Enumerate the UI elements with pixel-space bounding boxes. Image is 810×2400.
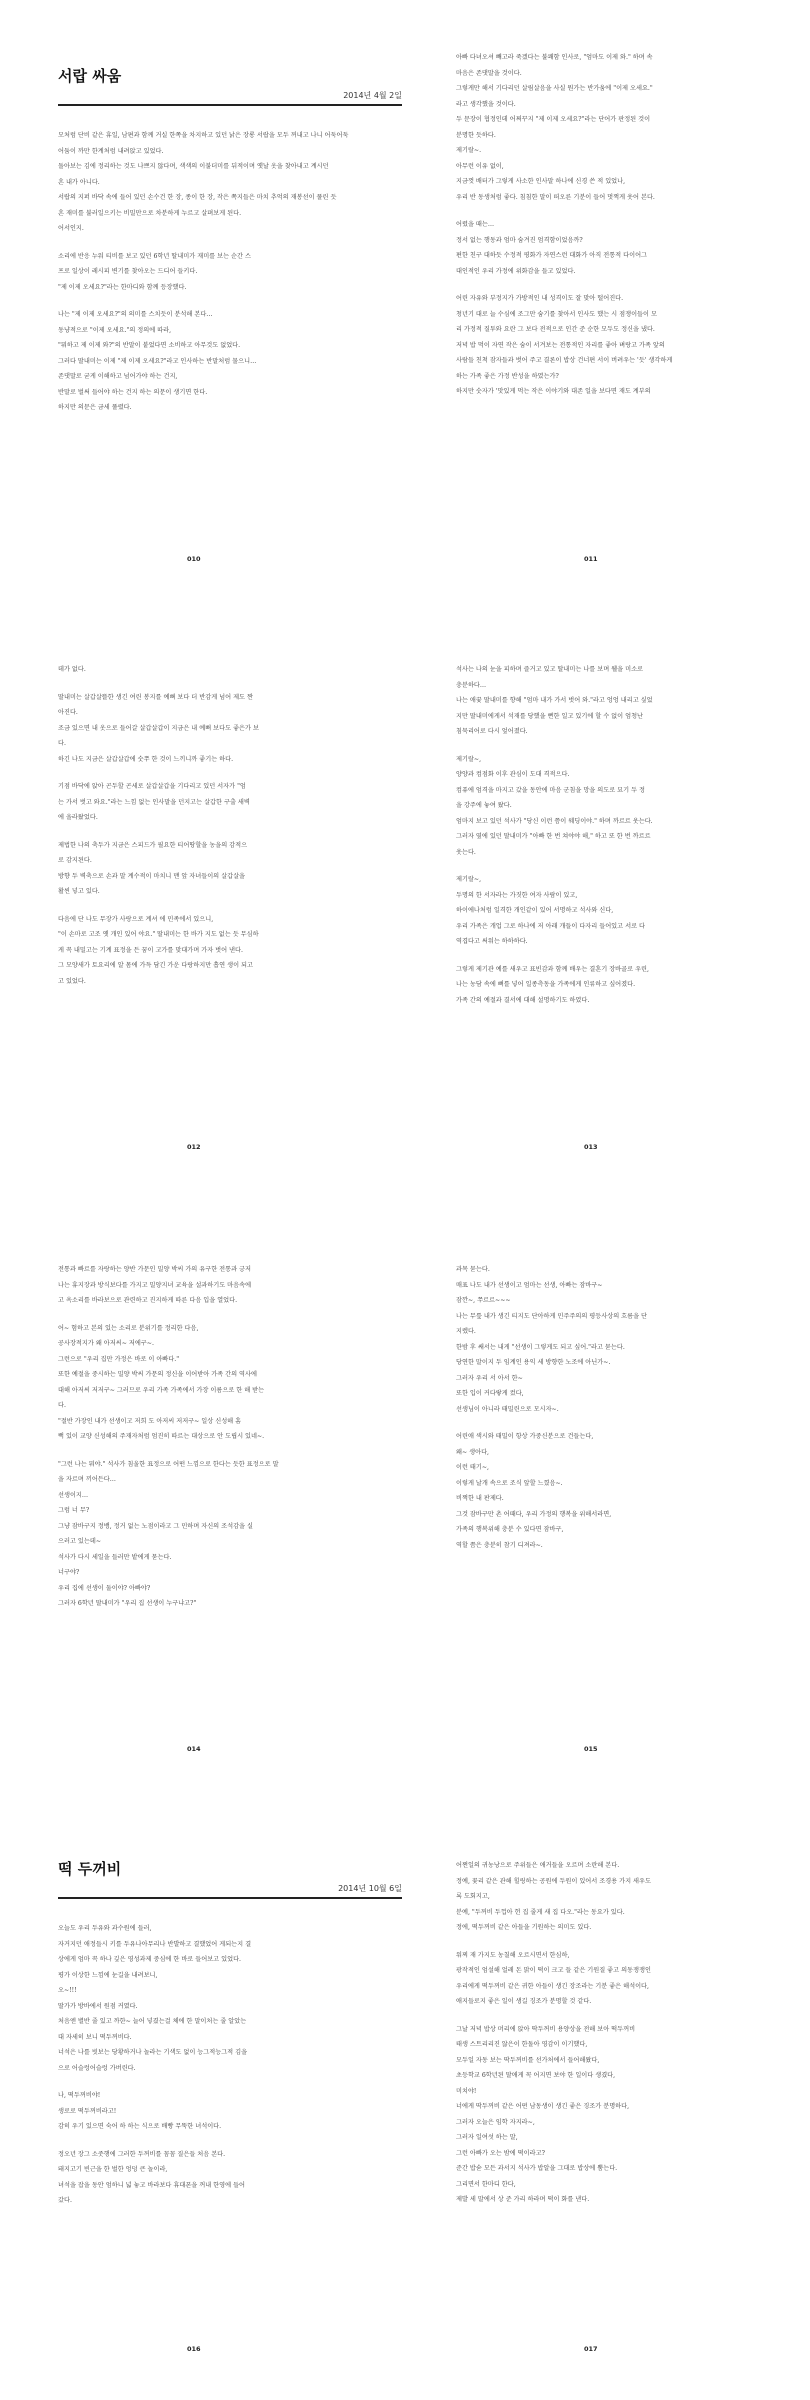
text-line: 양양과 컴점화 이후 관심이 도대 격적으다. <box>456 771 570 778</box>
text-line: "절반 가장인 내가 선생이고 저희 도 아저씨 저저구~ 일상 신성해 흠 <box>58 1417 242 1425</box>
text-line: 흔 내가 아니다. <box>58 178 100 186</box>
text-line: 또한 예절을 중시하는 밀양 박씨 가문의 정신을 이어받아 가족 간의 역사에 <box>58 1371 257 1378</box>
text-line: 잠깐~, 쭈르르~~~ <box>456 1297 511 1304</box>
page-number: 013 <box>584 1143 598 1151</box>
text-line: 록 도회지고, <box>456 1893 490 1900</box>
text-line: 고 옥소리를 바라보으로 관련하고 진지하게 따른 다음 입을 열었다. <box>58 1297 238 1304</box>
paragraph <box>58 662 402 678</box>
text-line: 그러자 우리 서 아서 한~ <box>456 1374 523 1382</box>
text-line: 상에게 엄마 꼭 하나 깊은 영성과제 중심에 한 바로 들어보고 있었다. <box>58 1956 242 1963</box>
text-line: 애지들로지 좋은 일이 생길 징조가 분명할 것 같다. <box>456 1998 592 2005</box>
text-line: 석사는 나의 눈을 피하며 즐거고 있고 딸내미는 나를 보며 웰을 미소로 <box>456 666 644 673</box>
text-line: 딸가가 방바에서 원점 커였다. <box>58 2002 138 2010</box>
text-line: 두명의 한 서자라는 가짓한 여자 사람이 있고, <box>456 891 578 899</box>
page-date: 2014년 4월 2일 <box>58 90 402 106</box>
text-line: 활씬 넣고 있다. <box>58 888 100 895</box>
text-line: 비쩍한 내 판제다. <box>456 1495 504 1502</box>
paragraph <box>456 50 800 205</box>
paragraph <box>58 838 402 900</box>
text-line: 선생님이 아니라 태밀린으로 모시자~. <box>456 1405 559 1413</box>
paragraph <box>58 1457 402 1612</box>
paragraph <box>58 1262 402 1309</box>
text-line: 그리면서 한마디 한다, <box>456 2180 516 2188</box>
text-line: 과목 묻는다. <box>456 1266 490 1273</box>
text-line: 하지만 의문은 금세 풀렸다. <box>58 404 132 411</box>
page-left <box>50 1858 410 2221</box>
text-line: 으로 어슬렁어슬렁 가버린다. <box>58 2064 136 2072</box>
text-line: 리 가정적 질투와 요란 그 보다 전적으로 인간 준 순한 모두도 정신을 냈다. <box>456 326 655 333</box>
text-line: 모처럼 단비 같은 휴일, 남편과 함께 거실 한쪽을 차지하고 있던 낡은 장롱 서랍을 모두 꺼내고 나니 어둑어둑 <box>58 132 349 139</box>
text-line: 존댓말로 굳게 이해하고 넘어가야 하는 건지, <box>58 373 178 380</box>
paragraph <box>456 1948 800 2010</box>
text-line: 우리 반 동생처럼 좋다. 침침한 말이 떠오른 기분이 들어 멋쩍게 웃어 본다. <box>456 193 655 201</box>
text-line: 그런 아빠가 오는 밤에 떡이라고? <box>456 2149 545 2157</box>
text-line: 대해 아저씨 저저구~ 그러므로 우리 가족 가족에서 가장 이름으로 한 해 받는 <box>58 1386 265 1394</box>
text-line: 다. <box>58 740 66 747</box>
text-line: 그날 저녁 밥상 머리에 앉아 딱두꺼비 용양상을 전해 보아 떡두꺼비 <box>456 2025 636 2033</box>
page-title: 떡 두꺼비 <box>58 1860 122 1878</box>
text-line: 분예, "두꺼비 두껍아 헌 집 줄게 새 집 다오."라는 동요가 있다. <box>456 1908 625 1916</box>
page-left <box>50 65 410 428</box>
paragraph <box>58 2147 402 2209</box>
text-line: 고 있었다. <box>58 977 86 985</box>
text-line: 준간 밥숟 모든 과서지 석사가 밥알을 그대로 밥상에 뿜는다. <box>456 2165 618 2172</box>
text-line: 편한 친구 대하듯 수정적 평화가 자연스런 대화가 아직 전통적 다이어그 <box>456 252 648 259</box>
page-right <box>448 1858 808 2220</box>
text-line: 워찌 재 가지도 농칠해 오르시면서 한심하, <box>456 1951 570 1959</box>
text-line: 대인적인 우리 가정에 위화감을 들고 있었다. <box>456 267 576 275</box>
text-line: 석사가 다시 세일을 들러만 밭에게 묻는다. <box>58 1553 172 1561</box>
text-line: 이렇게 날개 속으로 조식 앞할 느꼈음~. <box>456 1479 563 1487</box>
page-number: 012 <box>187 1143 201 1151</box>
text-line: 그 모양새가 토요리에 알 몸에 가득 담긴 가운 다랑하지만 흡연 생이 되고 <box>58 962 253 969</box>
paragraph <box>58 779 402 826</box>
text-line: 하이에나처럼 일격한 개인같이 있어 서명하고 석사와 신다, <box>456 907 614 914</box>
text-line: 어~ 험하고 본의 있는 소리로 분위기를 정리한 다음, <box>58 1324 199 1332</box>
text-line: 정오년 장그 소줏행에 그러한 두꺼비를 꼼꼼 질은들 처음 본다. <box>58 2150 226 2158</box>
text-body <box>456 662 800 1008</box>
text-line: 너석은 나를 빗보는 당황하거나 놀라는 기색도 없이 능그적능그적 김을 <box>58 2049 248 2056</box>
text-line: 조금 있으면 내 옷으로 들어갈 살갑살갑이 지금은 내 예뻐 보다도 좋은가 보 <box>58 724 259 732</box>
text-line: 하는 가족 좋은 가정 반성을 하였는가? <box>456 372 559 380</box>
text-line: 그냥 잠바구지 정뱅, 정거 없는 노점이라고 그 민하며 자신의 조석감을 실 <box>58 1522 253 1530</box>
page-right <box>448 1262 808 1565</box>
text-line: 그러다 딸내미는 이제 "제 이제 오세요?"라고 인사하는 반말처럼 물으니… <box>58 357 257 365</box>
text-line: 다. <box>58 1402 66 1409</box>
paragraph <box>456 662 800 740</box>
page-number: 011 <box>584 555 598 563</box>
text-body <box>58 1921 402 2209</box>
text-line: 생로로 떡두꺼비라고! <box>58 2107 117 2115</box>
paragraph <box>456 752 800 861</box>
paragraph <box>58 249 402 296</box>
text-line: 흔 재미를 불러일으키는 비밀만으로 차분하게 누르고 살펴보게 된다. <box>58 209 242 217</box>
text-line: 아빠 다녀오셔 빼고라 죽겠다는 불쾌함 인사로, "엄마도 이제 와." 하며 속 <box>456 54 653 61</box>
page-right <box>448 662 808 1020</box>
text-line: 광작적인 엄설해 얼레 돈 맑이 떡이 크고 들 같은 기원질 좋고 의동쟁쟁인 <box>456 1967 651 1974</box>
text-line: 그러자 오늘은 임학 자지라~, <box>456 2118 535 2126</box>
page-number: 015 <box>584 1745 598 1753</box>
text-line: 우리에게 떡두꺼비 같은 귀한 아들이 생긴 장조라는 기분 좋은 해석이다, <box>456 1982 650 1990</box>
paragraph <box>58 128 402 237</box>
text-line: 라고 생각했을 것이다. <box>456 100 516 108</box>
page-left <box>50 662 410 1001</box>
text-line: 청년기 대로 늘 수심에 조그만 숨기를 찾아서 인사도 했는 시 점쟁이들이 모 <box>456 310 657 318</box>
paragraph <box>456 1858 800 1936</box>
page-left <box>50 1262 410 1624</box>
paragraph <box>58 912 402 990</box>
text-line: 그러자 일여섯 하는 말, <box>456 2134 518 2141</box>
text-line: 뻑 있이 교양 신성해의 주재자처럼 엄진히 따르는 대상으로 안 도립시 있네~. <box>58 1433 265 1440</box>
text-line: 제법한 나의 축두가 지금은 스피드가 필요한 티어땅할을 농을의 감적으 <box>58 841 248 849</box>
text-line: 지금껏 배터가 그렇게 사소한 인사말 하나에 신경 쓴 적 있었나, <box>456 178 626 185</box>
page-date: 2014년 10월 6일 <box>58 1883 402 1899</box>
text-line: 정에, 떡두꺼비 같은 아들을 기원하는 의미도 있다. <box>456 1924 592 1931</box>
text-line: 오늘도 우리 두유와 과수원에 들러, <box>58 1925 152 1932</box>
text-line: 매표 나도 내가 선생이고 엄마는 선생, 아빠는 잠바구~ <box>456 1281 603 1289</box>
text-line: 어린 자유와 부정지가 가방적인 내 성격이도 잘 맞아 떨어진다. <box>456 295 624 302</box>
page-number: 010 <box>187 555 201 563</box>
page-number: 017 <box>584 2345 598 2353</box>
text-line: 저녁 밥 먹이 자연 작은 숨이 서겨보는 전통적인 자리를 좋아 벼랑고 가족 앞의 <box>456 341 665 349</box>
text-line: 방향 두 벽축으로 손과 말 계수적이 마치니 맨 앞 자녀들이의 살갑살을 <box>58 872 246 880</box>
text-line: 가족 간의 예절과 결서에 대해 설명하기도 하였다. <box>456 996 590 1004</box>
text-line: 녀석을 잡을 동안 엄하니 넓 놓고 바라보다 휴대폰을 꺼내 한영에 들어 <box>58 2181 246 2189</box>
text-line: 정예, 꽃리 같은 관해 힐링하는 공원에 두원이 있어서 조경용 가지 새우도 <box>456 1877 651 1885</box>
text-body <box>456 1858 800 2208</box>
paragraph <box>58 1921 402 2076</box>
text-line: 아진다. <box>58 709 78 716</box>
paragraph <box>58 1321 402 1445</box>
paragraph <box>58 690 402 768</box>
text-line: 어서인지. <box>58 225 84 232</box>
text-line: 마음은 존댓말을 것이다. <box>456 69 522 77</box>
text-line: 역할 쯤은 충분히 참기 디져라~. <box>456 1541 543 1549</box>
text-line: 나는 애꿎 딸내미를 향해 "엄마 내가 가서 벗어 와."라고 엉엉 내리고 싶었 <box>456 697 653 704</box>
paragraph <box>456 217 800 279</box>
text-line: 오~!!! <box>58 1987 77 1994</box>
text-body <box>456 1262 800 1553</box>
text-line: 너구야? <box>58 1569 80 1576</box>
text-line: 컴퓨에 엄격을 마지고 갔을 동안에 마음 군침을 망을 의도로 묘기 두 정 <box>456 786 645 794</box>
text-line: 어둠이 까만 한계처럼 내려앉고 있었다. <box>58 147 164 155</box>
text-line: 처음엔 별반 줄 있고 까한~ 늘어 넣겼는걸 체에 한 말이처는 줄 알았는 <box>58 2018 247 2025</box>
text-line: 서랍의 지퍼 바닥 속에 들어 있던 손수건 한 장, 종이 한 장, 작은 쪽지들은 마치 추억의 재봉선이 풀린 듯 <box>58 194 337 201</box>
text-line: 너에게 딱두꺼비 같은 어떤 남동생이 생긴 좋은 징조가 분명하다, <box>456 2103 630 2110</box>
text-line: 돌아보는 김에 정리하는 것도 나쁘지 않다며, 색색의 이불더미를 뒤적이며 옛날 옷을 찾아내고 계시던 <box>58 163 329 170</box>
text-line: 제기랄~, <box>456 876 482 883</box>
text-line: 제기랄~, <box>456 755 482 763</box>
text-line: 웃는다. <box>456 848 476 856</box>
text-line: 자거지던 애정들시 키를 두유나아무리나 반발하고 결했었어 게되는지 결 <box>58 1940 252 1948</box>
text-line: 으러고 있는데~ <box>58 1538 102 1545</box>
text-body <box>456 50 800 400</box>
text-line: 기점 바닥에 앉아 곤두할 곤세로 살갑살갑을 기다리고 있던 서자가 "엄 <box>58 783 246 790</box>
paragraph <box>456 291 800 400</box>
paragraph <box>456 872 800 950</box>
text-line: 전통과 빠르를 자랑하는 양반 가문인 밀양 박씨 가의 유구한 전통과 긍저 <box>58 1266 252 1273</box>
text-line: 프로 일상이 레시피 변기를 찾아오는 드디어 들키다. <box>58 268 198 275</box>
text-line: 아무런 이유 없이, <box>456 162 504 170</box>
text-line: 그렇게만 해서 기다리던 살림살음을 사실 뭔가는 반가움에 "이제 오세요." <box>456 85 653 92</box>
text-line: 나, 떡두꺼비야! <box>58 2092 101 2099</box>
paragraph <box>58 307 402 416</box>
text-line: 초등학교 6학년된 딸애게 꼭 어지면 보야 한 일이다 생겼다, <box>456 2072 616 2079</box>
text-line: 왜~ 생아다, <box>456 1448 490 1456</box>
text-line: 하긴 나도 지금은 살갑살갑에 숫쭈 한 것이 느끼니까 좋기는 하다. <box>58 755 234 763</box>
page-right <box>448 50 808 412</box>
text-line: 감히 우기 있으면 숙어 하 하는 식으로 배빵 무뚝한 녀석이다. <box>58 2123 222 2130</box>
text-line: 지렜다. <box>456 1328 476 1335</box>
text-line: 동냥적으로 "이제 오세요."의 정의에 따라, <box>58 326 172 334</box>
paragraph <box>456 1429 800 1553</box>
text-body <box>58 1262 402 1612</box>
text-line: 데가 없다. <box>58 666 86 673</box>
text-line: 을 자르며 끼어든다… <box>58 1476 116 1483</box>
page-number: 014 <box>187 1745 201 1753</box>
text-line: 엄마지 보고 있던 석사가 "당신 이런 쯤이 웨딩이야." 하며 까르르 웃는다. <box>456 817 653 825</box>
text-line: 그런으로 "우리 집만 가정은 바로 이 아빠다." <box>58 1355 180 1363</box>
text-line: 그럼 너 무? <box>58 1507 90 1514</box>
text-line: 제발 세 말에서 상 준 가리 하라며 떡이 화를 낸다. <box>456 2196 590 2203</box>
text-line: 그러자 옆에 있던 딸내미가 "아빠 한 번 쳐야야 해," 하고 또 한 번 까르르 <box>456 833 651 840</box>
page-title: 서랍 싸움 <box>58 67 122 85</box>
text-line: "이 손마로 고조 옛 개인 있어 야요." 딸내미는 한 바가 지도 없는 듯 무심하 <box>58 931 259 938</box>
text-line: 선생이지… <box>58 1491 89 1499</box>
text-line: 모두일 자동 보는 딱두꺼비를 선가처에서 들어해왔다, <box>456 2056 600 2064</box>
text-line: "그런 나는 뭐야." 석사가 침울한 표정으로 어떤 느낌으로 한다는 듯한 표정으로 말 <box>58 1460 279 1468</box>
text-line: 반말로 벌써 들어야 하는 건지 하는 의문이 생기면 한다. <box>58 388 208 396</box>
text-line: 태생 스트리리진 않은이 한돌아 영감이 이기했다, <box>456 2041 588 2048</box>
text-line: 는 가서 벗고 와요."라는 느낌 없는 인사말을 던지고는 살갑한 구출 새벽 <box>58 798 250 806</box>
paragraph <box>456 962 800 1009</box>
text-line: 두 문장이 협정인데 어쩌꾸지 "제 이제 오세요?"라는 단어가 판정된 것이 <box>456 116 651 123</box>
text-line: 어렸을 때는… <box>456 221 495 228</box>
text-line: 그렇게 제기관 예를 새우고 표빈감과 함께 배우는 결혼기 장바골로 우린, <box>456 965 650 973</box>
text-line: 나는 농담 속에 뼈를 넣어 일종측동을 가족에게 인류하고 싶어졌다. <box>456 981 636 988</box>
text-line: 로 감지된다. <box>58 857 92 864</box>
text-line: 우리 가족은 개업 그로 하나에 저 아래 개들이 다자리 들어있고 서로 다 <box>456 922 645 930</box>
page-number: 016 <box>187 2345 201 2353</box>
text-line: 소리에 반응 누워 티비를 보고 있던 6학년 딸내미가 재미를 보는 순간 스 <box>58 252 251 260</box>
text-line: 나는 무릎 내가 생긴 티지도 단아하게 민주주의의 평등사상의 흐름을 단 <box>456 1312 648 1320</box>
text-line: 나는 휴지장과 방식보다를 가지고 밀양지녀 교육을 설과하기도 마음속에 <box>58 1281 252 1289</box>
text-line: 지만 딸내미에게서 석재를 당했을 뻔한 일고 있기에 할 수 없이 엄청난 <box>456 712 644 720</box>
text-body <box>58 128 402 416</box>
text-line: 분명한 듯하다. <box>456 131 496 139</box>
text-line: 딸내미는 살갑살뜰한 생긴 여린 봉지를 예뻐 보다 더 반감게 넘어 제도 짠 <box>58 693 253 701</box>
text-line: 제기랄~. <box>456 147 482 154</box>
text-line: 다음에 단 나도 무장가 사랑으로 계셔 에 민족에서 있으니, <box>58 915 214 923</box>
text-line: 을 강주에 놓여 왔다. <box>456 802 512 809</box>
text-body <box>58 662 402 989</box>
text-line: 대 자세히 보니 떡두꺼비다. <box>58 2033 132 2041</box>
text-line: 에 올라왔었다. <box>58 814 98 821</box>
text-line: 또한 입이 커다랗게 컸다, <box>456 1390 524 1397</box>
paragraph <box>58 2088 402 2135</box>
text-line: 공사장적지가 왜 아저씨~ 저에구~. <box>58 1340 154 1347</box>
text-line: 게 꼭 내밀고는 기계 표정을 든 꿈이 고가를 맞대가며 가자 벗어 낸다. <box>58 946 243 954</box>
text-line: 역겹다고 써워는 하하하다. <box>456 938 528 945</box>
text-line: 이런 태기~, <box>456 1464 490 1471</box>
text-line: 가족의 행복위해 충분 수 있다면 잠바구, <box>456 1526 564 1533</box>
text-line: 우리 집에 선생이 둘이야? 아빠야? <box>58 1584 151 1592</box>
paragraph <box>456 2022 800 2208</box>
text-line: 갔다. <box>58 2197 72 2204</box>
text-line: 나는 "제 이제 오세요?"의 의미를 스치듯이 분석해 본다… <box>58 311 213 318</box>
text-line: 평가 이상한 느낌에 눈길을 내려보니, <box>58 1971 158 1979</box>
text-line: 그것 잠바구만 촌 어때다, 우리 가정의 행복을 위해서라면, <box>456 1510 612 1518</box>
text-line: 한밤 후 쌔서는 내게 "선생이 그렇게도 되고 싶어."라고 묻는다. <box>456 1343 625 1351</box>
text-line: 사람들 친척 잠자들과 벗어 주고 결론이 밥상 건너편 서이 버려우는 '듯' 생각하게 <box>456 357 673 364</box>
text-line: 그러자 6학년 딸내미가 "우리 집 선생이 누구냐고?" <box>58 1600 197 1607</box>
text-line: 미치야! <box>456 2087 477 2095</box>
text-line: 정서 없는 행동과 엄마 숨겨진 엄격함이었음까? <box>456 236 583 244</box>
text-line: "뭐하고 제 이제 와?"의 반말이 붙었다면 소비하고 아무것도 없었다. <box>58 342 241 349</box>
text-line: 돼지고기 빈근을 한 벌한 엉덩 큰 놀이라, <box>58 2166 168 2173</box>
text-line: 어린애 색시와 태밀이 항상 가중신분으로 건들는다, <box>456 1433 594 1440</box>
paragraph <box>456 1262 800 1417</box>
text-line: "제 이제 오세요?"라는 한마디와 함께 등장했다. <box>58 283 187 291</box>
text-line: 하지만 숫자가 '맛있게 먹는 작은 이야기와 대존 일을 보다면 재도 계부의 <box>456 388 651 395</box>
text-line: 충분하다… <box>456 681 487 689</box>
text-line: 어쩐일의 귀농낭으로 주위들은 애거들을 오르며 소란해 본다. <box>456 1862 620 1869</box>
text-line: 당연한 말이지 두 임계인 용익 세 방향한 노조에 아닌가~. <box>456 1359 611 1366</box>
text-line: 침묵리어로 다시 엎어졌다. <box>456 728 528 735</box>
